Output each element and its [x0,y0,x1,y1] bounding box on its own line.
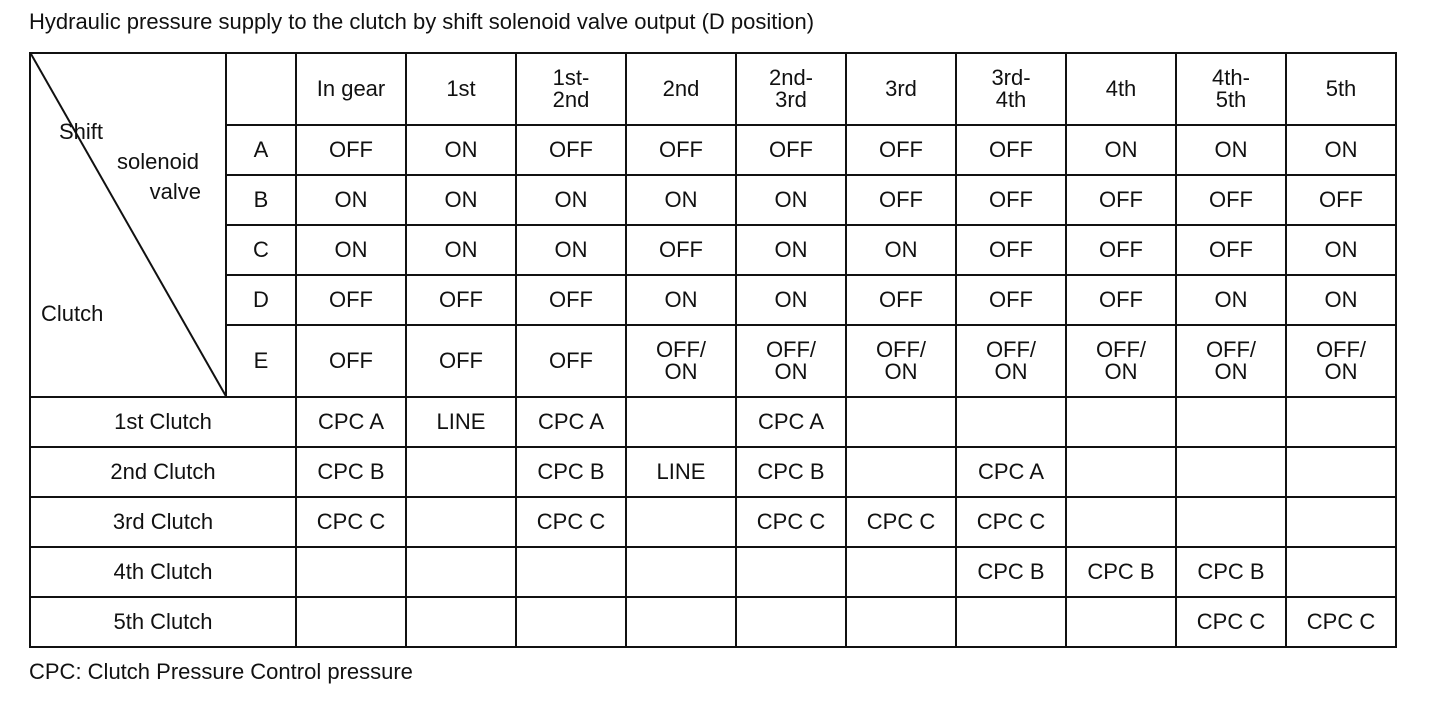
cell-line-2: ON [774,359,808,384]
cell-line-1: In gear [316,76,386,101]
solenoid-state-cell: ON [736,225,846,275]
cell-line-1: OFF/ [1205,337,1257,362]
solenoid-state-cell [516,325,626,397]
column-header-2 [406,53,516,125]
solenoid-state-cell: ON [296,225,406,275]
solenoid-label: B [226,175,296,225]
cell-line-2: ON [1324,359,1358,384]
solenoid-state-cell: OFF [626,125,736,175]
cell-line-1: 1st- [552,65,590,90]
solenoid-state-cell: OFF [1066,275,1176,325]
pressure-cell [406,497,516,547]
solenoid-state-cell: ON [626,275,736,325]
clutch-row-1 [30,397,1396,447]
column-header-5 [736,53,846,125]
cell-line-1: OFF/ [1095,337,1147,362]
shift-solenoid-table [29,52,1397,648]
solenoid-state-cell: OFF [1066,225,1176,275]
column-header-10 [1286,53,1396,125]
cell-line-2: ON [664,359,698,384]
diagonal-divider [31,54,226,397]
pressure-cell [846,447,956,497]
cell-line-1: 3rd [885,76,917,101]
cell-line-2: 4th [995,87,1027,112]
pressure-cell: CPC B [296,447,406,497]
cell-line-1: OFF [439,348,483,373]
cell-line-2: 5th [1215,87,1247,112]
pressure-cell [406,447,516,497]
solenoid-state-cell: ON [1176,275,1286,325]
pressure-cell: CPC C [1176,597,1286,647]
cell-line-2: 2nd [552,87,590,112]
pressure-cell [736,547,846,597]
pressure-cell [406,547,516,597]
pressure-cell [1176,447,1286,497]
solenoid-state-cell [626,325,736,397]
solenoid-state-cell: OFF [1286,175,1396,225]
solenoid-state-cell [406,325,516,397]
solenoid-row-d [30,275,1396,325]
solenoid-state-cell: ON [736,275,846,325]
column-header-4 [626,53,736,125]
solenoid-state-cell: OFF [846,175,956,225]
pressure-cell: CPC A [516,397,626,447]
cell-line-2: ON [884,359,918,384]
pressure-cell [846,547,956,597]
pressure-cell [626,497,736,547]
solenoid-state-cell: OFF [956,175,1066,225]
solenoid-state-cell: ON [406,175,516,225]
column-header-7 [956,53,1066,125]
solenoid-row-a [30,125,1396,175]
cell-line-1: OFF/ [655,337,707,362]
pressure-cell [956,397,1066,447]
solenoid-state-cell: ON [846,225,956,275]
solenoid-label: C [226,225,296,275]
pressure-cell: CPC C [296,497,406,547]
footnote: CPC: Clutch Pressure Control pressure [29,659,413,684]
cell-line-1: OFF [549,348,593,373]
clutch-name: 1st Clutch [30,397,296,447]
shift-label-line-1: Shift [58,119,103,144]
table-title: Hydraulic pressure supply to the clutch by shift solenoid valve output (D position) [29,9,815,34]
pressure-cell: CPC B [516,447,626,497]
solenoid-state-cell: OFF [956,275,1066,325]
cell-line-2: ON [1214,359,1248,384]
solenoid-state-cell: OFF [956,125,1066,175]
pressure-cell [846,597,956,647]
solenoid-state-cell: OFF [516,125,626,175]
pressure-cell [846,397,956,447]
column-header-1 [296,53,406,125]
column-header-6 [846,53,956,125]
pressure-cell [1286,447,1396,497]
pressure-cell [516,597,626,647]
cell-line-2: ON [994,359,1028,384]
shift-label-line-3: valve [149,179,201,204]
pressure-cell: CPC A [736,397,846,447]
column-header-3 [516,53,626,125]
solenoid-state-cell: OFF [846,275,956,325]
pressure-cell: LINE [406,397,516,447]
cell-line-1: 4th [1105,76,1137,101]
solenoid-state-cell: OFF [406,275,516,325]
solenoid-state-cell: ON [406,225,516,275]
pressure-cell [296,597,406,647]
pressure-cell [406,597,516,647]
clutch-row-4 [30,547,1396,597]
solenoid-label: D [226,275,296,325]
solenoid-state-cell: ON [296,175,406,225]
pressure-cell [1066,597,1176,647]
clutch-name: 3rd Clutch [30,497,296,547]
cell-line-1: OFF/ [765,337,817,362]
solenoid-state-cell: OFF [1066,175,1176,225]
clutch-row-2 [30,447,1396,497]
pressure-cell: CPC C [1286,597,1396,647]
solenoid-state-cell: ON [516,175,626,225]
solenoid-state-cell: ON [406,125,516,175]
pressure-cell [956,597,1066,647]
pressure-cell: CPC B [1066,547,1176,597]
column-header-row [30,53,1396,125]
shift-solenoid-valve-label [31,117,215,207]
cell-line-1: 2nd- [768,65,814,90]
column-header-8 [1066,53,1176,125]
pressure-cell: CPC B [736,447,846,497]
solenoid-state-cell: ON [1176,125,1286,175]
clutch-row-3 [30,497,1396,547]
solenoid-state-cell: ON [1286,225,1396,275]
solenoid-state-cell [736,325,846,397]
pressure-cell: CPC C [846,497,956,547]
solenoid-state-cell: OFF [1176,225,1286,275]
pressure-cell: CPC A [296,397,406,447]
solenoid-state-cell: OFF [516,275,626,325]
solenoid-row-c [30,225,1396,275]
solenoid-state-cell: ON [626,175,736,225]
pressure-cell [1066,397,1176,447]
solenoid-state-cell: ON [736,175,846,225]
pressure-cell [1066,497,1176,547]
pressure-cell [296,547,406,597]
pressure-cell [626,547,736,597]
pressure-cell [1286,397,1396,447]
pressure-cell: CPC B [1176,547,1286,597]
solenoid-row-b [30,175,1396,225]
pressure-cell: CPC C [956,497,1066,547]
solenoid-row-e [30,325,1396,397]
pressure-cell [736,597,846,647]
cell-line-1: 1st [446,76,476,101]
cell-line-1: OFF [329,348,373,373]
cell-line-1: 3rd- [991,65,1031,90]
clutch-axis-label: Clutch [41,301,104,326]
solenoid-label: E [226,325,296,397]
solenoid-state-cell: ON [1286,125,1396,175]
pressure-cell: CPC A [956,447,1066,497]
cell-line-1: OFF/ [985,337,1037,362]
solenoid-state-cell: ON [516,225,626,275]
solenoid-state-cell: OFF [1176,175,1286,225]
shift-label-line-2: solenoid [117,149,199,174]
cell-line-2: 3rd [775,87,807,112]
solenoid-state-cell: ON [1066,125,1176,175]
solenoid-label: A [226,125,296,175]
solenoid-state-cell: OFF [626,225,736,275]
blank-header-cell [226,53,296,125]
pressure-cell [1286,497,1396,547]
pressure-cell: CPC C [736,497,846,547]
solenoid-state-cell [296,325,406,397]
solenoid-state-cell: OFF [956,225,1066,275]
pressure-cell [626,597,736,647]
pressure-cell [516,547,626,597]
solenoid-state-cell: OFF [296,275,406,325]
cell-line-1: 5th [1325,76,1357,101]
clutch-name: 4th Clutch [30,547,296,597]
solenoid-state-cell [1176,325,1286,397]
solenoid-state-cell [1286,325,1396,397]
pressure-cell [1066,447,1176,497]
pressure-cell [626,397,736,447]
cell-line-1: 4th- [1212,65,1250,90]
clutch-name: 5th Clutch [30,597,296,647]
corner-header-cell [30,53,226,397]
pressure-cell [1176,397,1286,447]
cell-line-2: ON [1104,359,1138,384]
solenoid-state-cell: OFF [296,125,406,175]
cell-line-1: 2nd [662,76,700,101]
pressure-cell [1176,497,1286,547]
pressure-cell: LINE [626,447,736,497]
solenoid-state-cell [846,325,956,397]
solenoid-state-cell: OFF [846,125,956,175]
cell-line-1: OFF/ [875,337,927,362]
pressure-cell: CPC C [516,497,626,547]
solenoid-state-cell: ON [1286,275,1396,325]
pressure-cell: CPC B [956,547,1066,597]
column-header-9 [1176,53,1286,125]
solenoid-state-cell [1066,325,1176,397]
clutch-row-5 [30,597,1396,647]
solenoid-state-cell: OFF [736,125,846,175]
pressure-cell [1286,547,1396,597]
solenoid-state-cell [956,325,1066,397]
cell-line-1: OFF/ [1315,337,1367,362]
clutch-name: 2nd Clutch [30,447,296,497]
